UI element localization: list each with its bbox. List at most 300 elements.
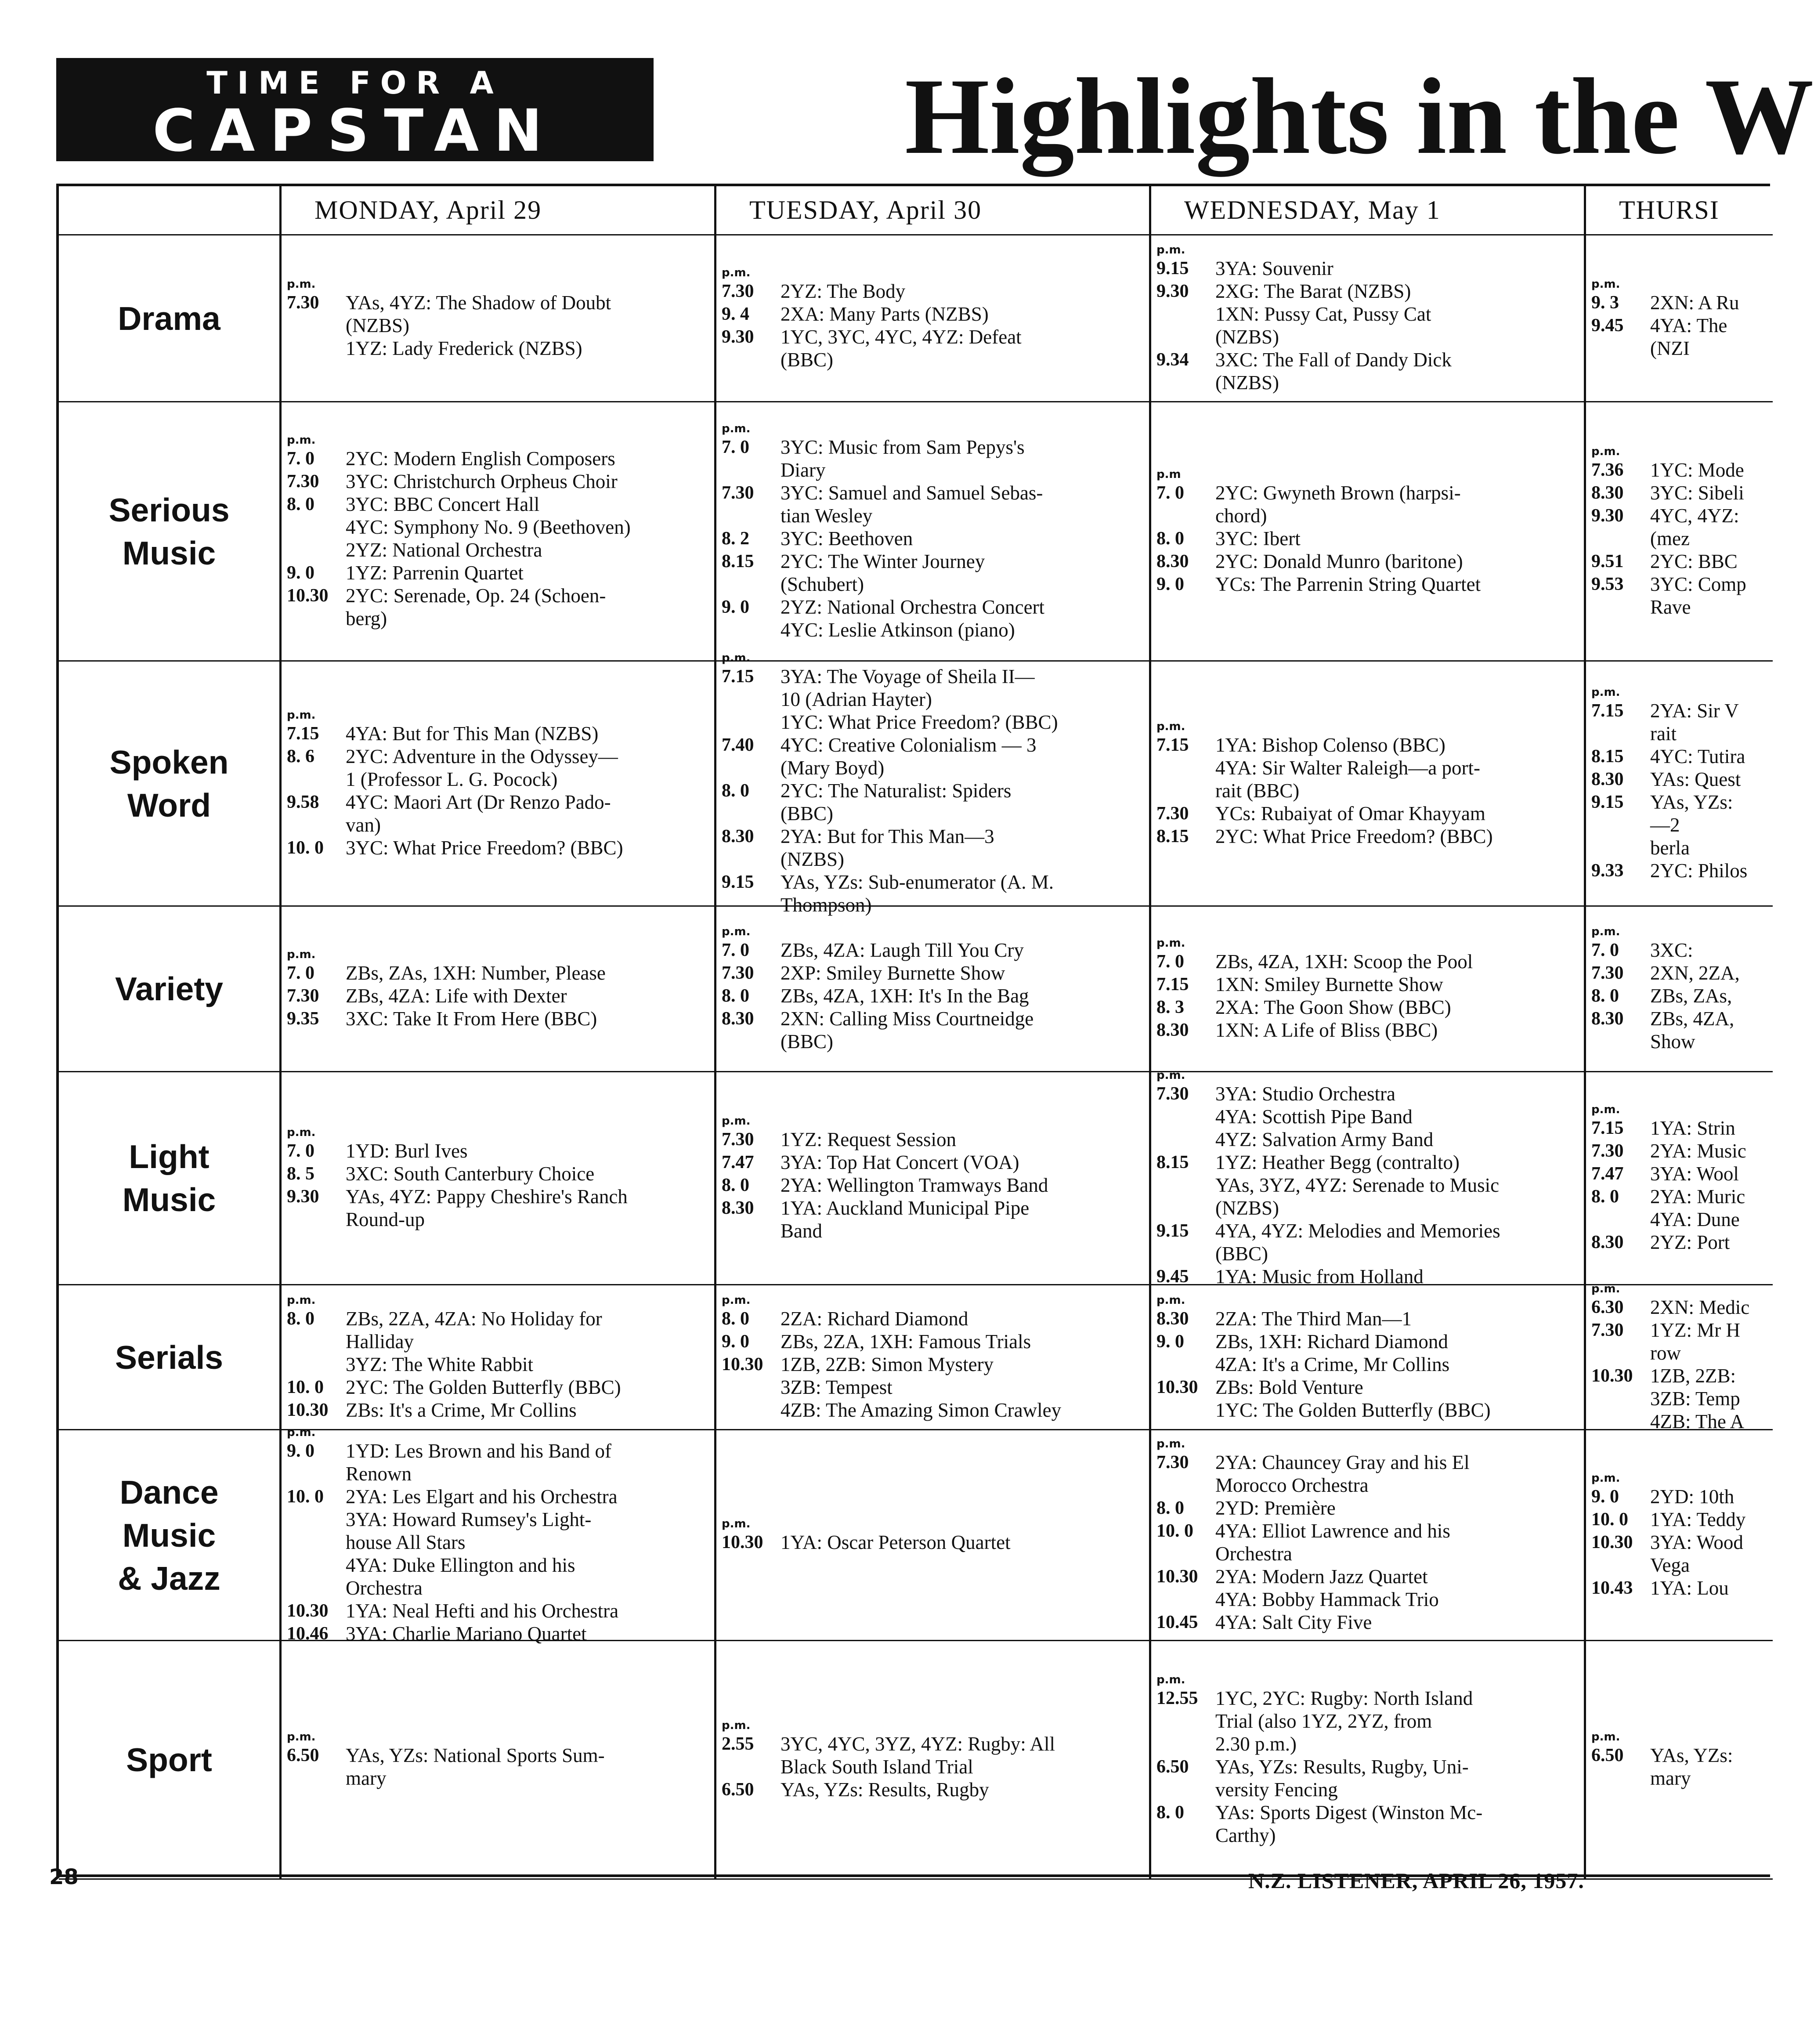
- category-label: [59, 402, 282, 662]
- entry-time: 7.30: [1156, 1084, 1189, 1104]
- pm-marker: p.m.: [1591, 1103, 1620, 1116]
- entry-text: 3YC: Samuel and Samuel Sebas- tian Wesley: [781, 481, 1043, 527]
- entry-time: 9. 0: [1591, 1486, 1619, 1507]
- schedule-entry: [722, 962, 1145, 984]
- schedule-entry: [1591, 1296, 1768, 1319]
- pm-marker: p.m.: [722, 1293, 751, 1307]
- entry-time: 9.15: [1591, 792, 1624, 812]
- schedule-entry: [1591, 1508, 1768, 1531]
- schedule-entry: [287, 1485, 710, 1599]
- entry-text: YAs, YZs: National Sports Sum- mary: [346, 1744, 605, 1789]
- entry-time: 6.50: [287, 1745, 319, 1765]
- category-word: Music: [122, 1516, 216, 1554]
- entry-time: 10. 0: [1156, 1520, 1193, 1541]
- entry-time: 10.30: [1156, 1566, 1198, 1587]
- entry-time: 8. 3: [1156, 997, 1184, 1017]
- schedule-entry: [1156, 527, 1579, 550]
- entry-text: 1YA: Strin: [1650, 1117, 1735, 1139]
- entry-text: 2YC: What Price Freedom? (BBC): [1215, 825, 1493, 847]
- entry-time: 10.30: [287, 1600, 329, 1621]
- entry-text: 2XG: The Barat (NZBS) 1XN: Pussy Cat, Pussy Cat (NZBS): [1215, 280, 1431, 348]
- entry-time: 7.30: [287, 292, 319, 313]
- entry-time: 7.47: [1591, 1164, 1624, 1184]
- schedule-entry: [722, 1307, 1145, 1330]
- schedule-entry: [1156, 1019, 1579, 1042]
- entry-time: 8. 0: [1591, 986, 1619, 1006]
- schedule-entry: [722, 939, 1145, 962]
- day-header: THURSI: [1586, 186, 1773, 235]
- entry-text: 1ZB, 2ZB: Simon Mystery 3ZB: Tempest 4ZB: The Amazing Simon Crawley: [781, 1353, 1062, 1421]
- entry-text: 3YA: Souvenir: [1215, 257, 1333, 279]
- entry-text: 2YC: Serenade, Op. 24 (Schoen- berg): [346, 584, 606, 629]
- schedule-entry: [1156, 1801, 1579, 1847]
- schedule-entry: [1156, 257, 1579, 280]
- pm-marker: p.m.: [722, 651, 751, 665]
- schedule-entry: [722, 1353, 1145, 1422]
- category-word: Drama: [118, 300, 220, 337]
- entry-text: YAs, YZs: Results, Rugby, Uni- versity Fencing: [1215, 1756, 1469, 1801]
- entry-text: YAs, YZs: Sub-enumerator (A. M. Thompson): [781, 871, 1054, 916]
- entry-text: 1YZ: Heather Begg (contralto) YAs, 3YZ, 4YZ: Serenade to Music (NZBS): [1215, 1151, 1500, 1219]
- entry-time: 7.15: [287, 723, 319, 744]
- entry-text: 2YA: But for This Man—3 (NZBS): [781, 825, 994, 870]
- entry-text: 2YC: Donald Munro (baritone): [1215, 550, 1463, 572]
- schedule-entry: [722, 825, 1145, 871]
- schedule-entry: [1156, 1330, 1579, 1376]
- entry-time: 10.30: [287, 585, 329, 606]
- entry-time: 6.50: [1591, 1745, 1624, 1765]
- schedule-entry: [1156, 973, 1579, 996]
- schedule-cell: [282, 907, 716, 1072]
- schedule-entry: [1156, 1611, 1579, 1634]
- entry-text: 2YZ: National Orchestra Concert 4YC: Leslie Atkinson (piano): [781, 596, 1045, 641]
- entry-time: 7. 0: [287, 1141, 314, 1161]
- schedule-entry: [287, 1185, 710, 1231]
- schedule-entry: [287, 291, 710, 337]
- entry-text: 2XN: Calling Miss Courtneidge (BBC): [781, 1008, 1034, 1053]
- entry-text: YCs: The Parrenin String Quartet: [1215, 573, 1481, 595]
- schedule-entry: [1156, 734, 1579, 802]
- schedule-entry: [1591, 1140, 1768, 1162]
- schedule-entry: [1591, 504, 1768, 550]
- entry-text: 1YD: Les Brown and his Band of Renown: [346, 1440, 611, 1485]
- entry-time: 10. 0: [1591, 1509, 1628, 1530]
- entry-time: 7. 0: [1156, 951, 1184, 972]
- schedule-entry: [1591, 550, 1768, 573]
- schedule-entry: [722, 596, 1145, 641]
- schedule-entry: [1156, 1755, 1579, 1801]
- category-word: Music: [122, 534, 216, 572]
- entry-text: 4YA: Salt City Five: [1215, 1611, 1372, 1633]
- entry-time: 7.30: [722, 963, 754, 983]
- entry-time: 7.15: [1156, 734, 1189, 755]
- entry-time: 9.53: [1591, 574, 1624, 594]
- schedule-entry: [1591, 1364, 1768, 1433]
- entry-time: 8.30: [1156, 551, 1189, 572]
- entry-time: 8. 0: [1156, 1498, 1184, 1518]
- schedule-cell: [1586, 907, 1773, 1072]
- entry-text: ZBs: Bold Venture 1YC: The Golden Butterfly (BBC): [1215, 1376, 1491, 1421]
- pm-marker: p.m.: [722, 925, 751, 938]
- entry-text: 1YA: Oscar Peterson Quartet: [781, 1531, 1011, 1553]
- entry-text: 1YC, 2YC: Rugby: North Island Trial (also 1YZ, 2YZ, from 2.30 p.m.): [1215, 1687, 1473, 1755]
- entry-text: 4YC: Tutira: [1650, 745, 1745, 767]
- entry-time: 7.30: [287, 471, 319, 492]
- pm-marker: p.m.: [1156, 243, 1185, 257]
- category-label: [59, 907, 282, 1072]
- schedule-cell: [1151, 662, 1586, 907]
- pm-marker: p.m.: [1591, 1730, 1620, 1744]
- entry-time: 8.30: [722, 1009, 754, 1029]
- schedule-entry: [1156, 280, 1579, 348]
- schedule-entry: [1156, 1565, 1579, 1611]
- pm-marker: p.m: [1156, 467, 1181, 481]
- schedule-entry: [722, 1197, 1145, 1242]
- schedule-entry: [1591, 745, 1768, 768]
- entry-text: YAs, YZs: Results, Rugby: [781, 1779, 989, 1801]
- entry-time: 7.40: [722, 734, 754, 755]
- entry-time: 9.45: [1156, 1266, 1189, 1287]
- entry-time: 9. 4: [722, 304, 749, 324]
- schedule-entry: [287, 962, 710, 984]
- entry-time: 10.45: [1156, 1612, 1198, 1632]
- pm-marker: p.m.: [287, 708, 316, 722]
- ad-brand: CAPSTAN: [152, 97, 557, 165]
- schedule-entry: [1591, 1485, 1768, 1508]
- schedule-cell: [1151, 1285, 1586, 1430]
- entry-text: 2YA: Chauncey Gray and his El Morocco Orchestra: [1215, 1451, 1470, 1496]
- schedule-cell: [716, 651, 1151, 916]
- schedule-entry: [1156, 1519, 1579, 1565]
- entry-time: 2.55: [722, 1734, 754, 1754]
- entry-text: ZBs, 1XH: Richard Diamond 4ZA: It's a Crime, Mr Collins: [1215, 1330, 1450, 1375]
- entry-time: 7. 0: [722, 437, 749, 457]
- schedule-entry: [1591, 1231, 1768, 1254]
- entry-text: ZBs, 4ZA, Show: [1650, 1008, 1735, 1053]
- entry-text: 2YA: Muric 4YA: Dune: [1650, 1186, 1745, 1230]
- category-label: [59, 1285, 282, 1430]
- schedule-entry: [722, 1151, 1145, 1174]
- schedule-entry: [722, 779, 1145, 825]
- entry-time: 9. 0: [1156, 1331, 1184, 1352]
- entry-text: 2YA: Sir V rait: [1650, 699, 1739, 745]
- schedule-entry: [1591, 1185, 1768, 1231]
- entry-time: 9.33: [1591, 860, 1624, 881]
- entry-time: 9.30: [1156, 281, 1189, 301]
- schedule-cell: [716, 1285, 1151, 1430]
- schedule-entry: [287, 1744, 710, 1790]
- entry-time: 10.43: [1591, 1577, 1633, 1598]
- category-word: Dance: [119, 1473, 219, 1511]
- entry-text: 2XN, 2ZA,: [1650, 962, 1740, 984]
- entry-time: 8.30: [1591, 1009, 1624, 1029]
- pm-marker: p.m.: [722, 1517, 751, 1530]
- pm-marker: p.m.: [1156, 1673, 1185, 1686]
- entry-time: 7. 0: [1591, 940, 1619, 960]
- entry-time: 7.30: [1591, 1141, 1624, 1161]
- entry-text: 1YD: Burl Ives: [346, 1140, 468, 1162]
- entry-text: 2YD: Première: [1215, 1497, 1336, 1519]
- entry-text: 1YA: Bishop Colenso (BBC) 4YA: Sir Walter Raleigh—a port- rait (BBC): [1215, 734, 1480, 802]
- entry-time: 9.58: [287, 792, 319, 812]
- entry-time: [287, 337, 346, 360]
- schedule-entry: [287, 791, 710, 836]
- day-header: TUESDAY, April 30: [716, 186, 1151, 235]
- entry-time: 10.46: [287, 1623, 329, 1644]
- category-word: Serials: [115, 1339, 224, 1376]
- schedule-entry: [287, 745, 710, 791]
- schedule-entry: [1591, 1162, 1768, 1185]
- schedule-entry: [287, 1140, 710, 1162]
- schedule-entry: [722, 665, 1145, 734]
- schedule-entry: [722, 280, 1145, 303]
- schedule-cell: [1586, 1072, 1773, 1285]
- category-label: [59, 1072, 282, 1285]
- entry-time: 7.30: [722, 281, 754, 301]
- pm-marker: p.m.: [722, 422, 751, 435]
- entry-text: 2YC: The Winter Journey (Schubert): [781, 550, 985, 595]
- schedule-entry: [722, 1174, 1145, 1197]
- schedule-entry: [722, 436, 1145, 481]
- category-label: [59, 1641, 282, 1880]
- schedule-entry: [722, 1128, 1145, 1151]
- schedule-entry: [722, 984, 1145, 1007]
- entry-text: 3YC, 4YC, 3YZ, 4YZ: Rugby: All Black South Island Trial: [781, 1733, 1055, 1778]
- schedule-entry: [1591, 939, 1768, 962]
- schedule-entry: [287, 1599, 710, 1622]
- category-word: Sport: [126, 1741, 212, 1778]
- schedule-entry: [287, 1376, 710, 1399]
- entry-time: 7.30: [1591, 963, 1624, 983]
- entry-text: 2YD: 10th: [1650, 1485, 1735, 1508]
- entry-time: 10. 0: [287, 837, 324, 858]
- schedule-entry: [722, 734, 1145, 779]
- entry-time: 8.15: [1156, 826, 1189, 847]
- entry-time: 7.47: [722, 1152, 754, 1172]
- entry-text: YAs: Sports Digest (Winston Mc- Carthy): [1215, 1802, 1483, 1846]
- entry-text: YAs, 4YZ: The Shadow of Doubt (NZBS): [346, 291, 611, 336]
- schedule-cell: [716, 1430, 1151, 1641]
- schedule-entry: [1156, 1451, 1579, 1497]
- entry-text: 3YA: Wood Vega: [1650, 1531, 1743, 1576]
- entry-text: 2YA: Wellington Tramways Band: [781, 1174, 1048, 1196]
- schedule-entry: [1156, 1265, 1579, 1288]
- entry-text: 3XC: The Fall of Dandy Dick (NZBS): [1215, 348, 1452, 394]
- schedule-entry: [1591, 1319, 1768, 1364]
- entry-text: 2YC: The Golden Butterfly (BBC): [346, 1376, 621, 1398]
- entry-text: ZBs, 2ZA, 4ZA: No Holiday for Halliday 3YZ: The White Rabbit: [346, 1307, 602, 1375]
- pm-marker: p.m.: [287, 433, 316, 447]
- schedule-entry: [287, 337, 710, 360]
- schedule-cell: [1586, 1641, 1773, 1880]
- entry-time: 7.15: [1156, 974, 1189, 995]
- schedule-entry: [1156, 996, 1579, 1019]
- schedule-entry: [1156, 1219, 1579, 1265]
- entry-text: ZBs, 4ZA, 1XH: It's In the Bag: [781, 985, 1029, 1007]
- entry-time: 8.30: [1591, 1232, 1624, 1252]
- entry-time: 8.30: [1156, 1020, 1189, 1040]
- pm-marker: p.m.: [722, 1719, 751, 1732]
- entry-time: 8. 5: [287, 1164, 314, 1184]
- entry-time: 8. 0: [1156, 1802, 1184, 1823]
- entry-time: 7. 0: [722, 940, 749, 960]
- entry-text: YAs, YZs: —2 berla: [1650, 791, 1733, 859]
- schedule-entry: [1591, 699, 1768, 745]
- pm-marker: p.m.: [287, 1126, 316, 1139]
- entry-text: 1XN: A Life of Bliss (BBC): [1215, 1019, 1438, 1041]
- schedule-entry: [287, 1307, 710, 1376]
- schedule-entry: [1156, 348, 1579, 394]
- entry-text: 1YA: Teddy: [1650, 1508, 1746, 1530]
- entry-text: 1YA: Auckland Municipal Pipe Band: [781, 1197, 1030, 1242]
- schedule-entry: [1156, 573, 1579, 596]
- pm-marker: p.m.: [287, 277, 316, 291]
- entry-text: ZBs, 2ZA, 1XH: Famous Trials: [781, 1330, 1031, 1353]
- entry-text: 2YZ: Port: [1650, 1231, 1730, 1253]
- entry-time: 9.30: [287, 1187, 319, 1207]
- entry-text: 3YC: What Price Freedom? (BBC): [346, 836, 623, 859]
- entry-time: 8. 0: [1156, 528, 1184, 549]
- schedule-entry: [287, 447, 710, 470]
- entry-time: 9.51: [1591, 551, 1624, 572]
- entry-time: 10. 0: [287, 1377, 324, 1397]
- entry-text: 1YZ: Parrenin Quartet: [346, 561, 524, 584]
- schedule-cell: [1151, 907, 1586, 1072]
- entry-time: 7.15: [1591, 1118, 1624, 1138]
- entry-text: YCs: Rubaiyat of Omar Khayyam: [1215, 802, 1485, 825]
- schedule-entry: [1156, 1497, 1579, 1519]
- schedule-entry: [1156, 825, 1579, 848]
- pm-marker: p.m.: [1591, 445, 1620, 458]
- entry-time: 7.36: [1591, 459, 1624, 480]
- entry-text: 1YZ: Lady Frederick (NZBS): [346, 337, 582, 359]
- entry-time: 10.30: [1591, 1365, 1633, 1386]
- entry-text: 3XC: South Canterbury Choice: [346, 1163, 595, 1185]
- entry-time: 8. 0: [1591, 1187, 1619, 1207]
- entry-time: 9. 0: [722, 597, 749, 617]
- entry-text: 2ZA: The Third Man—1: [1215, 1307, 1412, 1330]
- entry-time: 8.15: [722, 551, 754, 572]
- entry-text: 4YA, 4YZ: Melodies and Memories (BBC): [1215, 1220, 1500, 1265]
- schedule-entry: [1156, 1151, 1579, 1219]
- category-word: Word: [127, 786, 211, 824]
- schedule-cell: [716, 907, 1151, 1072]
- entry-text: 3XC:: [1650, 939, 1693, 961]
- schedule-entry: [1591, 1744, 1768, 1790]
- entry-text: 3YA: Wool: [1650, 1163, 1739, 1185]
- entry-text: 3YA: The Voyage of Sheila II— 10 (Adrian Hayter) 1YC: What Price Freedom? (BBC): [781, 665, 1058, 733]
- entry-time: 8.30: [1591, 769, 1624, 789]
- entry-time: 10.30: [722, 1532, 763, 1552]
- schedule-entry: [1156, 481, 1579, 527]
- schedule-entry: [287, 722, 710, 745]
- schedule-entry: [722, 1778, 1145, 1801]
- pm-marker: p.m.: [1591, 1282, 1620, 1295]
- category-label: [59, 662, 282, 907]
- pm-marker: p.m.: [722, 266, 751, 279]
- entry-time: 10.30: [722, 1354, 763, 1375]
- entry-time: 9.45: [1591, 315, 1624, 336]
- schedule-entry: [1591, 459, 1768, 481]
- entry-time: 7.30: [1156, 803, 1189, 824]
- schedule-cell: [282, 1072, 716, 1285]
- entry-text: ZBs, 4ZA, 1XH: Scoop the Pool: [1215, 951, 1473, 973]
- entry-text: ZBs, ZAs,: [1650, 985, 1732, 1007]
- entry-text: 2YA: Modern Jazz Quartet 4YA: Bobby Hammack Trio: [1215, 1565, 1439, 1610]
- entry-text: 1YC: Mode: [1650, 459, 1744, 481]
- schedule-cell: [282, 1285, 716, 1430]
- category-word: Variety: [115, 970, 224, 1007]
- entry-time: 8.30: [722, 826, 754, 847]
- entry-time: 8.15: [1156, 1152, 1189, 1172]
- entry-text: 3YA: Top Hat Concert (VOA): [781, 1151, 1019, 1173]
- entry-time: 8. 2: [722, 528, 749, 549]
- highlights-table: [56, 184, 1770, 1877]
- category-word: Spoken: [109, 743, 229, 781]
- entry-time: 10.30: [1591, 1532, 1633, 1552]
- entry-time: 6.50: [722, 1780, 754, 1800]
- entry-text: 2YA: Les Elgart and his Orchestra 3YA: Howard Rumsey's Light- house All Stars 4YA: Duke Ellington and his Orchestra: [346, 1485, 618, 1599]
- entry-text: 4YC, 4YZ: (mez: [1650, 504, 1739, 550]
- entry-time: 12.55: [1156, 1688, 1198, 1708]
- schedule-entry: [1591, 314, 1768, 360]
- schedule-entry: [1591, 962, 1768, 984]
- schedule-entry: [722, 527, 1145, 550]
- entry-text: 1YA: Neal Hefti and his Orchestra: [346, 1599, 619, 1622]
- entry-time: 6.30: [1591, 1297, 1624, 1317]
- schedule-cell: [282, 1425, 716, 1645]
- entry-time: 9.15: [1156, 258, 1189, 279]
- schedule-entry: [1591, 984, 1768, 1007]
- schedule-entry: [287, 984, 710, 1007]
- entry-time: 10.30: [287, 1400, 329, 1420]
- schedule-entry: [1591, 768, 1768, 791]
- schedule-cell: [716, 1072, 1151, 1285]
- publication-line: N.Z. LISTENER, APRIL 26, 1957.: [1248, 1868, 1584, 1893]
- category-label: [59, 235, 282, 402]
- schedule-cell: [282, 402, 716, 662]
- entry-time: 9.15: [1156, 1221, 1189, 1241]
- schedule-entry: [722, 481, 1145, 527]
- schedule-entry: [287, 1007, 710, 1030]
- entry-text: 2YC: Philos: [1650, 859, 1748, 882]
- schedule-entry: [1591, 1577, 1768, 1599]
- entry-text: 2YC: Modern English Composers: [346, 447, 615, 470]
- entry-time: 8. 0: [722, 1308, 749, 1329]
- schedule-cell: [716, 1641, 1151, 1880]
- entry-time: 8. 0: [722, 780, 749, 801]
- entry-text: 3YC: Sibeli: [1650, 481, 1744, 504]
- schedule-cell: [1151, 235, 1586, 402]
- page-title: Highlights in the W: [905, 56, 1814, 177]
- pm-marker: p.m.: [1591, 685, 1620, 699]
- entry-text: ZBs: It's a Crime, Mr Collins: [346, 1399, 577, 1421]
- schedule-entry: [722, 1330, 1145, 1353]
- pm-marker: p.m.: [1591, 1471, 1620, 1485]
- entry-text: 3YC: Comp Rave: [1650, 573, 1746, 618]
- schedule-entry: [722, 326, 1145, 371]
- entry-time: 9.30: [722, 326, 754, 347]
- entry-time: 7.30: [1156, 1452, 1189, 1472]
- schedule-entry: [722, 1531, 1145, 1554]
- pm-marker: p.m.: [1156, 1293, 1185, 1307]
- ad-tagline: TIME FOR A: [206, 65, 503, 101]
- schedule-entry: [287, 1440, 710, 1485]
- entry-text: 2XN: A Ru: [1650, 291, 1739, 314]
- pm-marker: p.m.: [287, 1293, 316, 1307]
- entry-text: 2YC: Adventure in the Odyssey— 1 (Professor L. G. Pocock): [346, 745, 618, 790]
- entry-text: 3YC: BBC Concert Hall 4YC: Symphony No. 9 (Beethoven) 2YZ: National Orchestra: [346, 493, 631, 561]
